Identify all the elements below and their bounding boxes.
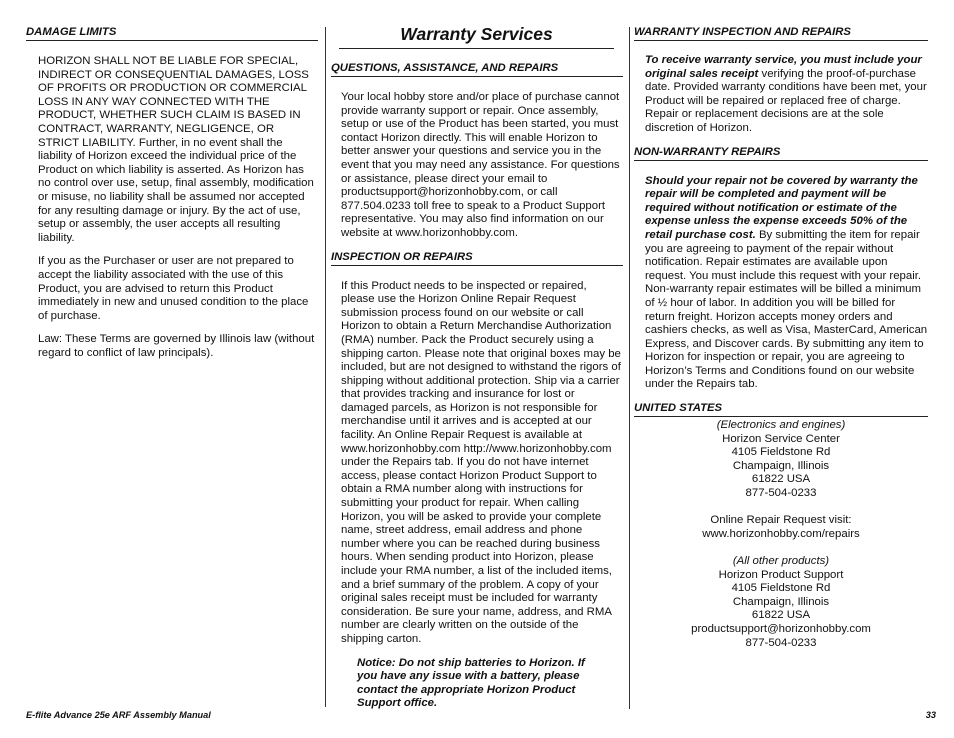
damage-limits-body [26, 55, 318, 360]
notice: Notice: Do not ship batteries to Horizon. If you have any issue with a battery, please contact the appropriate Horizon Product Support office. [357, 656, 585, 710]
address-line: 4105 Fieldstone Rd [731, 446, 831, 459]
paragraph: To receive warranty service, you must include your original sales receipt verifying the proof-of-purchase date. Provided warranty conditions have been met, your Product will be repaired or replaced free of charge. Repair or replacement decisions are at the sole discretion of Horizon. [645, 54, 927, 134]
heading-questions: QUESTIONS, ASSISTANCE, AND REPAIRS [331, 62, 623, 77]
paragraph: Law: These Terms are governed by Illinois law (without regard to conflict of law principals). [38, 333, 315, 359]
address-line: 61822 USA [751, 473, 811, 486]
address-line: Horizon Service Center [722, 432, 840, 445]
heading-non-warranty: NON-WARRANTY REPAIRS [634, 146, 928, 161]
address-line: 877-504-0233 [745, 636, 817, 649]
address-line: productsupport@horizonhobby.com [691, 622, 871, 635]
footer-manual-title: E-flite Advance 25e ARF Assembly Manual [26, 710, 211, 720]
paragraph: Should your repair not be covered by warranty the repair will be completed and payment will be required without notification or estimate of the expense unless the expense exceeds 50% of the retail purchase cost. By submitting the item for repair you are agreeing to payment of the repair without notification. Repair estimates are available upon request. You must include this request with your repair. Non-warranty repair estimates will be billed a minimum of ½ hour of labor. In addition you will be billed for return freight. Horizon accepts money orders and cashiers checks, as well as Visa, MasterCard, American Express, and Discover cards. By submitting any item to Horizon for inspection or repair, you are agreeing to Horizon’s Terms and Conditions found on our website under the Repairs tab. [645, 174, 928, 391]
column-divider [325, 27, 326, 707]
page-number: 33 [925, 710, 936, 720]
address-line: Horizon Product Support [718, 568, 844, 581]
paragraph: If you as the Purchaser or user are not prepared to accept the liability associated with the use of this Product, you are advised to return this Product immediately in new and unused condition to the place of purchase. [38, 255, 309, 322]
address-label: (Electronics and engines) [716, 419, 846, 432]
column-divider [629, 27, 630, 709]
column-warranty-services [331, 0, 623, 721]
address-label: (All other products) [732, 555, 830, 567]
paragraph: If this Product needs to be inspected or repaired, please use the Horizon Online Repair Request submission process found on our website or call Horizon to obtain a Return Merchandise Authorization (RMA) number. Pack the Product securely using a shipping carton. Please note that original boxes may be included, but are not designed to withstand the rigors of shipping without additional protection. Ship via a carrier that provides tracking and insurance for lost or damaged parcels, as Horizon is not responsible for merchandise until it arrives and is accepted at our facility. An Online Repair Request is available at www.horizonhobby.com http://www.horizonhobby.com under the Repairs tab. If you do not have internet access, please contact Horizon Product Support to obtain a RMA number along with instructions for submitting your product for repair. When calling Horizon, you will be asked to provide your complete name, street address, email address and phone number where you can be reached during business hours. When sending product into Horizon, please include your RMA number, a list of the included items, and a brief summary of the problem. A copy of your original sales receipt must be included for warranty consideration. Be sure your name, address, and RMA number are clearly written on the outside of the shipping carton. [341, 279, 621, 645]
column-warranty-repairs [634, 0, 928, 650]
address-line: Champaign, Illinois [732, 595, 830, 608]
column-damage-limits [26, 0, 318, 370]
online-label: Online Repair Request visit: [710, 514, 852, 527]
online-url: www.horizonhobby.com/repairs [702, 527, 860, 540]
paragraph: HORIZON SHALL NOT BE LIABLE FOR SPECIAL, INDIRECT OR CONSEQUENTIAL DAMAGES, LOSS OF PROFITS OR PRODUCTION OR COMMERCIAL LOSS IN ANY WAY CONNECTED WITH THE PRODUCT, WHETHER SUCH CLAIM IS BASED IN CONTRACT, WARRANTY, NEGLIGENCE, OR STRICT LIABILITY. Further, in no event shall the liability of Horizon exceed the individual price of the Product on which liability is asserted. As Horizon has no control over use, setup, final assembly, modification or misuse, no liability shall be assumed nor accepted for any resulting damage or injury. By the act of use, setup or assembly, the user accepts all resulting liability. [38, 55, 314, 244]
address-line: 877-504-0233 [745, 487, 817, 500]
paragraph: Your local hobby store and/or place of purchase cannot provide warranty support or repair. Once assembly, setup or use of the Product has been started, you must contact Horizon directly. This will enable Horizon to better answer your questions and service you in the event that you may need any assistance. For questions or assistance, please direct your email to productsupport@horizonhobby.com, or call 877.504.0233 toll free to speak to a Product Support representative. You may also find information on our website at www.horizonhobby.com. [341, 91, 620, 239]
heading-damage-limits: DAMAGE LIMITS [26, 26, 318, 41]
address-line: Champaign, Illinois [732, 459, 830, 472]
page-title: Warranty Services [339, 24, 614, 49]
address-line: 61822 USA [751, 609, 811, 622]
address-line: 4105 Fieldstone Rd [731, 582, 831, 595]
heading-united-states: UNITED STATES [634, 402, 928, 417]
address-block [634, 419, 928, 650]
heading-inspection: INSPECTION OR REPAIRS [331, 251, 623, 266]
heading-warranty-inspection: WARRANTY INSPECTION AND REPAIRS [634, 26, 928, 41]
